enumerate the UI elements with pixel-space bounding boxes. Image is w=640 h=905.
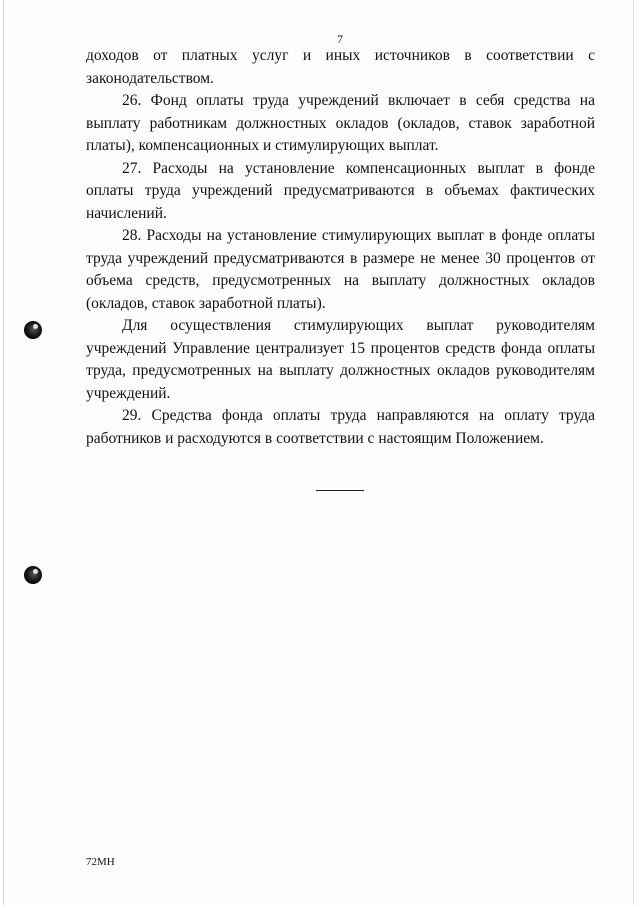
punch-hole-icon	[24, 566, 42, 584]
end-divider-line	[316, 490, 364, 491]
paragraph-26: 26. Фонд оплаты труда учреждений включает в себя средства на выплату работникам должностных окладов (окладов, ставок заработной платы), компенсационных и стимулирующих выплат.	[86, 92, 595, 154]
paragraph-27: 27. Расходы на установление компенсационных выплат в фонде оплаты труда учреждений предусматриваются в объемах фактических начислений.	[86, 159, 595, 222]
paragraph-29: 29. Средства фонда оплаты труда направляются на оплату труда работников и расходуются в соответствии с настоящим Положением.	[86, 407, 595, 447]
paragraph-28: 28. Расходы на установление стимулирующих выплат в фонде оплаты труда учреждений предусматриваются в размере не менее 30 процентов от объема средств, предусмотренных на выплату должностных окладов (окладов, ставок заработной платы).	[86, 227, 595, 312]
paragraph-continuation: доходов от платных услуг и иных источников в соответствии с законодательством.	[86, 47, 595, 87]
scan-edge-right	[633, 0, 634, 905]
scan-edge-left	[3, 0, 4, 905]
footer-code: 72МН	[86, 856, 115, 868]
page-number: 7	[337, 32, 343, 46]
document-body	[86, 45, 595, 450]
punch-hole-icon	[24, 321, 42, 339]
paragraph-28-continued: Для осуществления стимулирующих выплат руководителям учреждений Управление централизует 15 процентов средств фонда оплаты труда, предусмотренных на выплату должностных окладов руководителям учреждений.	[86, 317, 595, 402]
